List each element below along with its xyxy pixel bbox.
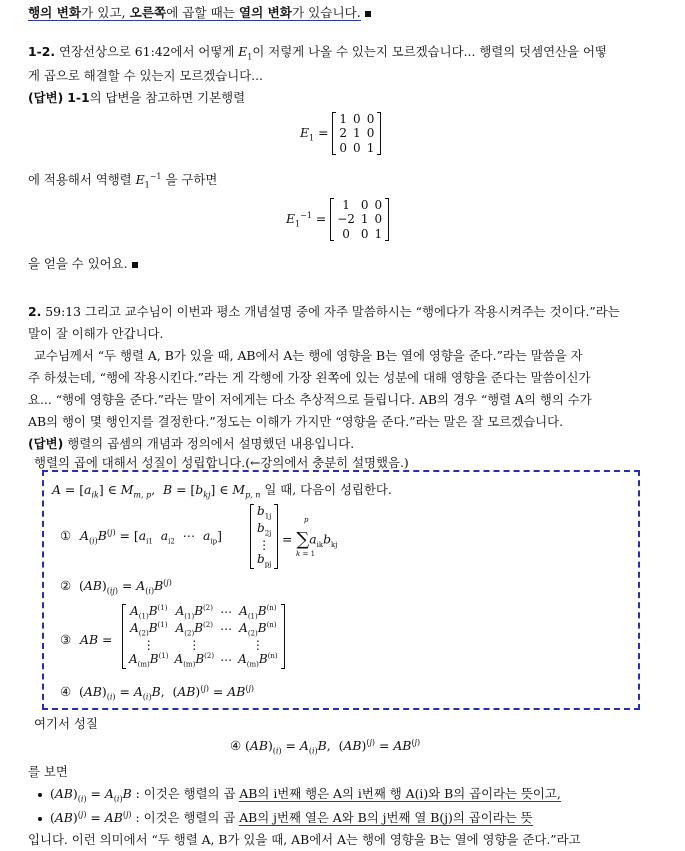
q2-line1 xyxy=(28,304,620,321)
math-var: E xyxy=(238,44,248,59)
matrix-Einv-equation: $E_1^{-1}$ = 1 0 0 −2 1 0 0 0 1 xyxy=(286,198,389,241)
matrix-E1-equation: $E_1$ = 1 0 0 2 1 0 0 0 1 xyxy=(300,112,381,155)
q2-answer xyxy=(28,436,354,453)
q2-text: 말이 잘 이해가 안갑니다. xyxy=(28,326,164,341)
document-page: 행의 변화가 있고, 오른쪽에 곱할 때는 열의 변화가 있습니다. 1-2. 연장선상으로 61:42에서 어떻게 $E_1$이 저렇게 나올 수 있는지 모르겠습니다... 행렬의 덧셈연산을 어떻 게 곱으로 해결할 수 있는지 모르겠습니다... (답변) 1-1의 답변을 참고하면 기본행렬 $E_1$ = 1 0 0 2 1 0 0 0 1 에 적용해서 역행렬 $E_1^{-1}$ 을 구하면 $E_1^{-1}$ = 1 0 0 −2 1 0 0 0 1 을 얻을 수 있어요. 2. 59:13 그리고 교수님이 이번과 평소 개념설명 중에 자주 말씀하시는 “행에다가 작용시켜주는 것이다.”라는 말이 잘 이해가 안갑니다. 교수님께서 “두 행렬 A, B가 있을 때, AB에서 A는 행에 영향을 B는 열에 영향을 준다.”라는 말씀을 자 주 하셨는데, “행에 작용시킨다.”라는 게 각행에 가장 왼쪽에 있는 성분에 대해 영향을 준다는 말씀이신가 요... “행에 영향을 준다.”라는 말이 저에게는 다소 추상적으로 들립니다. AB의 경우 “행렬 A의 행의 수가 AB의 행이 몇 행인지를 결정한다.”정도는 이해가 가지만 “영향을 준다.”라는 말은 잘 모르겠습니다. (답변) 행렬의 곱셈의 개념과 정의에서 설명했던 내용입니다. 행렬의 곱에 대해서 성질이 성립합니다.(←강의에서 충분히 설명했음.) $A = [a_{ik}]$ ∈ $M_{m, p}$, $B = [b_{kj}]$ ∈ $M_{p, n}$ 일 때, 다음이 성립한다. ① $A_{(i)}B^{(j)} = [a_{i1}$ $a_{i2}$ ⋯ $a_{ip}$] $b_{1j}$ $b_{2j}$ ⋮ $b_{pj}$ = $\sum a_{ik}b_{kj}$ k = 1 p ② $(AB)_{(ij)} = A_{(i)}B^{(j)}$ ③ AB = $A_{(1)}B^{(1)}$ $A_{(1)}B^{(2)}$ ⋯ $A_{(1)}B^{(n)}$ $A_{(2)}B^{(1)}$ $A_{(2)}B^{(2)}$ ⋯ $A_{(2)}B^{(n)}$ ⋮ ⋮ ⋮ $A_{(m)}B^{(1)}$ $A_{(m)}B^{(2)}$ ⋯ $A_{(m)}B^{(n)}$ ④ $(AB)_{(i)} = A_{(i)}B$, $(AB)^{(j)} = AB^{(j)}$ 여기서 성질 ④ $(AB)_{(i)} = A_{(i)}B$, $(AB)^{(j)} = AB^{(j)}$ 를 보면 $(AB)_{(i)} = A_{(i)}B$ : 이것은 행렬의 곱 AB의 i번째 행은 A의 i번째 행 A(i)와 B의 곱이라는 뜻이고, $(AB)^{(j)} = AB^{(j)}$ : 이것은 행렬의 곱 AB의 j번째 열은 A와 B의 j번째 열 B(j)의 곱이라는 뜻 입니다. 이런 의미에서 “두 행렬 A, B가 있을 때, AB에서 A는 행에 영향을 B는 열에 영향을 준다.”라고 xyxy=(0,0,685,851)
box-intro-text: 일 때, 다음이 성립한다. xyxy=(264,482,392,497)
answer-label: (답변) xyxy=(28,436,64,451)
matrix-cell: 0 xyxy=(374,212,383,227)
row-change-text: 행의 변화 xyxy=(28,5,82,20)
bullet-underlined: AB의 j번째 열은 A와 B의 j번째 열 B(j)의 곱이라는 뜻 xyxy=(239,810,533,826)
box-intro: $A = [a_{ik}]$ ∈ $M_{m, p}$, $B = [b_{kj}]$ ∈ $M_{p, n}$ 일 때, 다음이 성립한다. xyxy=(52,482,392,500)
item-number: ② xyxy=(60,578,72,594)
right-text: 오른쪽 xyxy=(129,5,167,20)
bullet-underlined: AB의 i번째 행은 A의 i번째 행 A(i)와 B의 곱이라는 뜻이고, xyxy=(239,786,561,801)
q12-text: 게 곱으로 해결할 수 있는지 모르겠습니다... xyxy=(28,68,263,83)
matrix-cell: 0 xyxy=(353,140,361,155)
q12-answer xyxy=(28,90,245,107)
apply-text: 에 적용해서 역행렬 xyxy=(28,172,136,188)
text-fragment: 에 곱할 때는 xyxy=(166,5,239,20)
end-mark-icon xyxy=(132,262,138,268)
item-number: ① xyxy=(60,528,72,543)
q12-text: 연장선상으로 61:42에서 어떻게 xyxy=(59,44,239,59)
question-number: 2. xyxy=(28,304,42,319)
q12-line2 xyxy=(28,68,263,85)
matrix-cell: 0 xyxy=(353,112,361,126)
q12-line1: 1-2. 연장선상으로 61:42에서 어떻게 $E_1$이 저렇게 나올 수 있는지 모르겠습니다... 행렬의 덧셈연산을 어떻 xyxy=(28,44,607,62)
col-change-text: 열의 변화 xyxy=(238,5,292,20)
matrix-cell: 2 xyxy=(339,126,348,141)
end-mark-icon xyxy=(365,11,371,17)
bullet-icon xyxy=(38,817,42,821)
answer-text: 의 답변을 참고하면 기본행렬 xyxy=(89,90,246,105)
matrix-cell: 1 xyxy=(360,212,369,227)
answer-text: 행렬의 곱셈의 개념과 정의에서 설명했던 내용입니다. xyxy=(67,436,355,451)
matrix-cell: 0 xyxy=(374,198,383,212)
result-text: 을 얻을 수 있어요. xyxy=(28,256,128,271)
after-text: 여기서 성질 xyxy=(34,716,98,731)
matrix-E1 xyxy=(332,112,381,155)
answer-ref: 1-1 xyxy=(67,90,90,105)
after-text: 를 보면 xyxy=(28,764,68,779)
matrix-cell: 0 xyxy=(366,112,375,126)
answer-text: 행렬의 곱에 대해서 성질이 성립합니다.(←강의에서 충분히 설명했음.) xyxy=(34,455,409,470)
q2-text: 교수님께서 “두 행렬 A, B가 있을 때, AB에서 A는 행에 영향을 B는 열에 영향을 준다.”라는 말씀을 자 xyxy=(34,348,583,363)
text-fragment: 가 있습니다. xyxy=(291,5,361,20)
q2-text: 요... “행에 영향을 준다.”라는 말이 저에게는 다소 추상적으로 들립니다. AB의 경우 “행렬 A의 행의 수가 xyxy=(28,392,592,407)
matrix-cell: 0 xyxy=(342,226,350,241)
item-number: ③ xyxy=(60,632,72,647)
bullet-icon xyxy=(38,793,42,797)
property-4: ④ $(AB)_{(i)} = A_{(i)}B$, $(AB)^{(j)} = AB^{(j)}$ xyxy=(230,738,421,756)
matrix-cell: 1 xyxy=(374,226,383,241)
matrix-cell: 0 xyxy=(360,198,369,212)
column-vector: $b_{1j}$ $b_{2j}$ ⋮ $b_{pj}$ xyxy=(250,504,278,569)
matrix-cell: 1 xyxy=(339,112,348,126)
matrix-cell: −2 xyxy=(337,212,355,227)
box-item-2: ② $(AB)_{(ij)} = A_{(i)}B^{(j)}$ xyxy=(60,578,172,596)
q2-text: 주 하셨는데, “행에 작용시킨다.”라는 게 각행에 가장 왼쪽에 있는 성분에 대해 영향을 준다는 말씀이신가 xyxy=(28,370,591,385)
product-matrix: $A_{(1)}B^{(1)}$ $A_{(1)}B^{(2)}$ ⋯ $A_{(1)}B^{(n)}$ $A_{(2)}B^{(1)}$ $A_{(2)}B^{(2)}$ ⋯ $A_{(2)}B^{(n)}$ ⋮ ⋮ ⋮ $A_{(m)}B^{(1)}$ $A_{(m)}B^{(2)}$ ⋯ $A_{(m)}B^{(n)}$ xyxy=(122,604,285,669)
bullet-text: : 이것은 행렬의 곱 xyxy=(131,810,240,826)
matrix-cell: 0 xyxy=(366,126,375,141)
bullet-2: $(AB)^{(j)} = AB^{(j)}$ : 이것은 행렬의 곱 AB의 j번째 열은 A와 B의 j번째 열 B(j)의 곱이라는 뜻 xyxy=(38,810,533,827)
intro-line xyxy=(28,4,371,21)
question-number: 1-2. xyxy=(28,44,56,59)
bullet-text: : 이것은 행렬의 곱 xyxy=(131,786,240,801)
box-item-4: ④ $(AB)_{(i)} = A_{(i)}B$, $(AB)^{(j)} = AB^{(j)}$ xyxy=(60,684,255,702)
q12-text: 이 저렇게 나올 수 있는지 모르겠습니다... 행렬의 덧셈연산을 어떻 xyxy=(252,44,607,59)
matrix-cell: 1 xyxy=(353,126,361,141)
apply-text: 을 구하면 xyxy=(165,172,218,188)
matrix-cell: 1 xyxy=(366,140,375,155)
after-text: 입니다. 이런 의미에서 “두 행렬 A, B가 있을 때, AB에서 A는 행에 영향을 B는 열에 영향을 준다.”라고 xyxy=(28,832,581,847)
answer-label: (답변) xyxy=(28,90,64,105)
matrix-cell: 1 xyxy=(342,198,350,212)
matrix-cell: 0 xyxy=(339,140,348,155)
result-line xyxy=(28,256,138,273)
matrix-cell: 0 xyxy=(360,226,369,241)
text-fragment: 가 있고, xyxy=(81,5,130,20)
apply-line: 에 적용해서 역행렬 $E_1^{-1}$ 을 구하면 xyxy=(28,172,218,190)
q2-text: AB의 행이 몇 행인지를 결정한다.”정도는 이해가 가지만 “영향을 준다.”라는 말은 잘 모르겠습니다. xyxy=(28,414,564,429)
item-number: ④ xyxy=(60,684,72,700)
bullet-1: $(AB)_{(i)} = A_{(i)}B$ : 이것은 행렬의 곱 AB의 i번째 행은 A의 i번째 행 A(i)와 B의 곱이라는 뜻이고, xyxy=(38,786,561,805)
matrix-Einv xyxy=(330,198,389,241)
q2-text: 59:13 그리고 교수님이 이번과 평소 개념설명 중에 자주 말씀하시는 “행에다가 작용시켜주는 것이다.”라는 xyxy=(45,304,620,319)
